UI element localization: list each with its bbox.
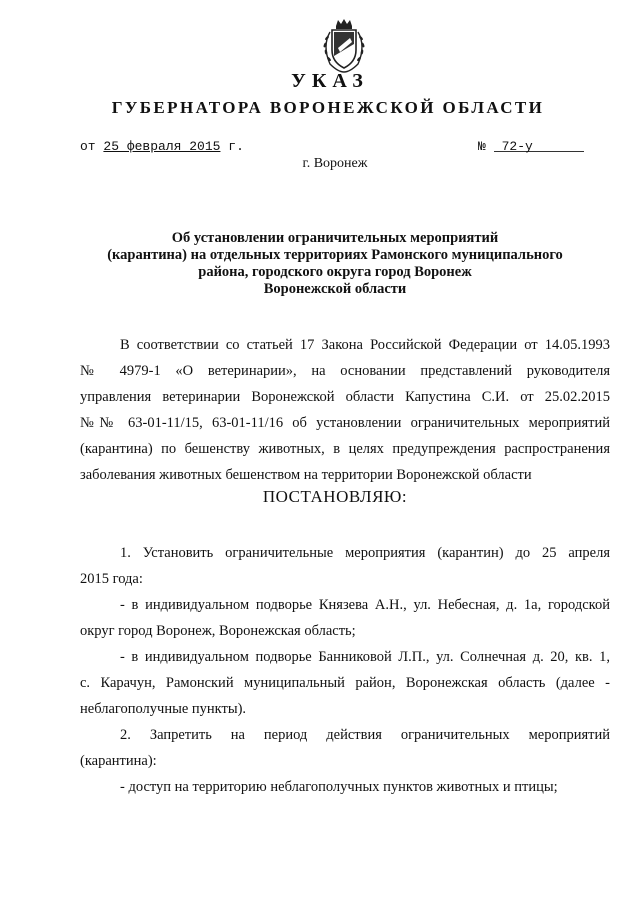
item-line: неблагополучные пункты). (80, 701, 247, 717)
item-line: округ город Воронеж, Воронежская область; (80, 623, 356, 639)
document-title: УКАЗ (291, 70, 369, 92)
subject-line: района, городского округа город Воронеж (198, 264, 472, 280)
date-prefix: от (80, 139, 96, 154)
preamble-line: заболевания животных бешенством на территории Воронежской области (80, 467, 532, 483)
preamble-line: № 4979-1 «О ветеринарии», на основании представлений руководителя (80, 363, 610, 379)
subject-line: Об установлении ограничительных мероприятий (171, 230, 499, 246)
item-line: 2015 года: (80, 571, 143, 587)
number-value: 72-у (501, 139, 533, 154)
preamble-line: В соответствии со статьей 17 Закона Российской Федерации от 14.05.1993 (120, 337, 610, 353)
document-number (478, 139, 584, 154)
item-line: 1. Установить ограничительные мероприятия (карантин) до 25 апреля (120, 545, 610, 561)
item-line: - в индивидуальном подворье Банниковой Л.П., ул. Солнечная д. 20, кв. 1, (120, 649, 610, 665)
date-value: 25 февраля 2015 (103, 139, 221, 154)
item-line: 2. Запретить на период действия ограничительных мероприятий (120, 727, 610, 743)
preamble-line: управления ветеринарии Воронежской области Капустина С.И. от 25.02.2015 (80, 389, 610, 405)
preamble-line: (карантина) по бешенству животных, в целях предупреждения распространения (80, 441, 610, 457)
subject-line: (карантина) на отдельных территориях Рамонского муниципального (107, 247, 563, 263)
preamble-paragraph (80, 332, 610, 488)
item-line: с. Карачун, Рамонский муниципальный район, Воронежская область (далее - (80, 675, 610, 691)
document-subject (80, 230, 590, 298)
coat-of-arms-emblem (318, 18, 370, 74)
issuer-title: ГУБЕРНАТОРА ВОРОНЕЖСКОЙ ОБЛАСТИ (111, 98, 545, 117)
document-date (80, 139, 244, 154)
decree-items (80, 540, 610, 800)
subject-line: Воронежской области (263, 281, 407, 297)
item-line: - доступ на территорию неблагополучных пунктов животных и птицы; (120, 779, 558, 795)
city-name: г. Воронеж (302, 156, 368, 171)
preamble-line: №№ 63-01-11/15, 63-01-11/16 об установлении ограничительных мероприятий (80, 415, 610, 431)
decree-heading: ПОСТАНОВЛЯЮ: (262, 487, 408, 506)
number-field (494, 139, 584, 152)
date-suffix: г. (228, 139, 244, 154)
item-line: - в индивидуальном подворье Князева А.Н., ул. Небесная, д. 1а, городской (120, 597, 610, 613)
item-line: (карантина): (80, 753, 157, 769)
number-prefix: № (478, 139, 486, 154)
